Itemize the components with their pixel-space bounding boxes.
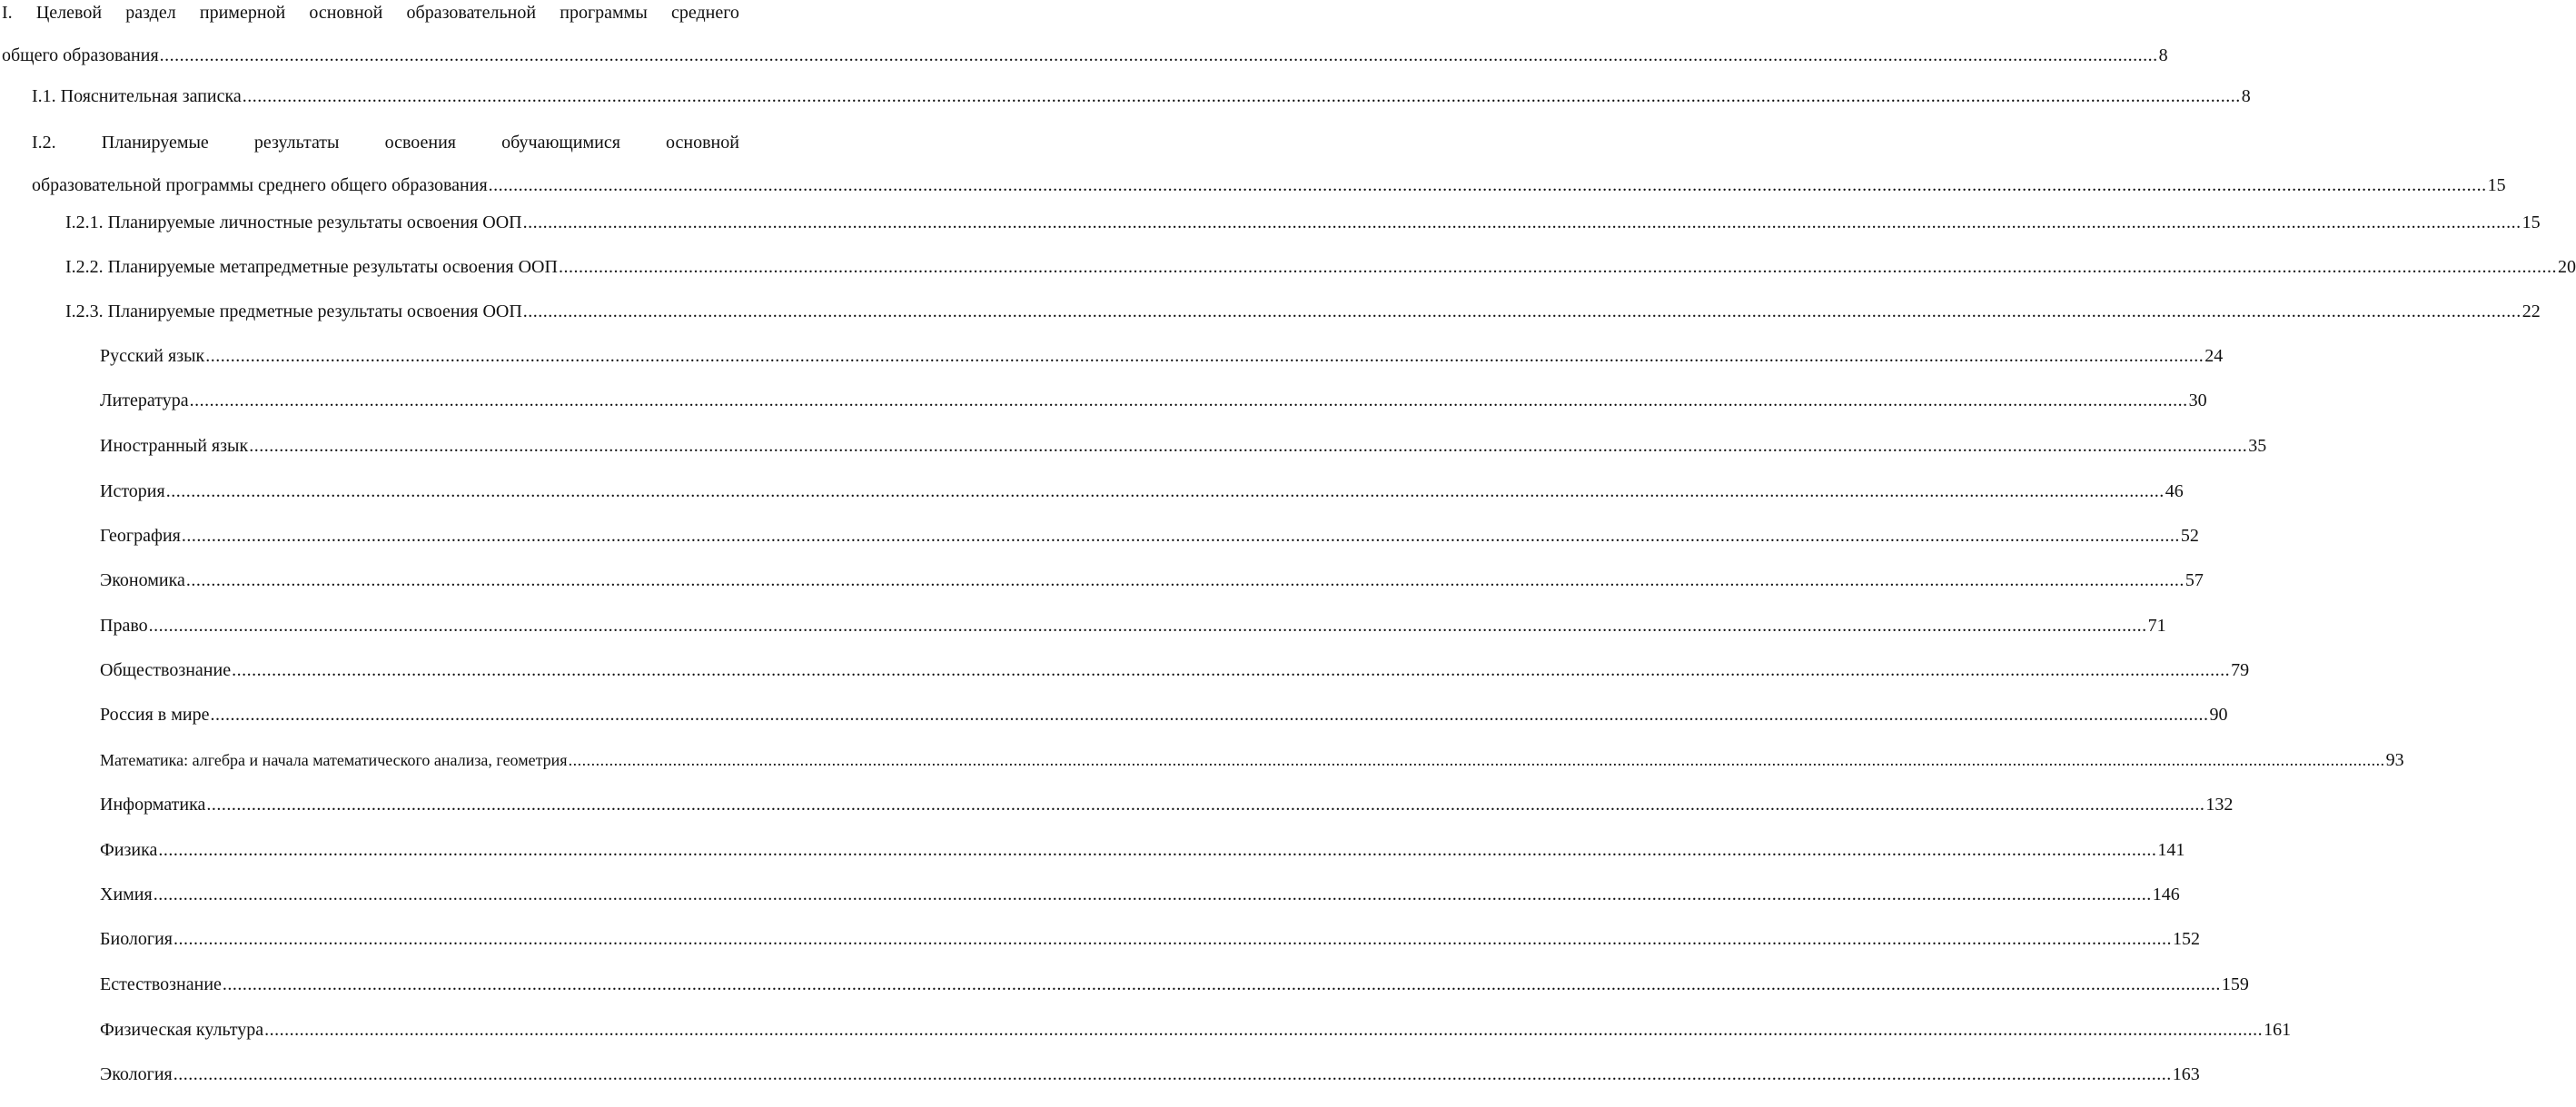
toc-entry-line-1 [32,132,739,153]
toc-entry-subject[interactable] [100,839,2185,861]
toc-page-number: 24 [2204,346,2224,366]
toc-word: основной [309,3,383,23]
toc-entry-section-1-2-3[interactable] [65,301,2541,322]
toc-page-number: 152 [2173,929,2201,949]
toc-entry-label: Россия в мире [100,705,210,725]
toc-entry-line-1 [2,2,739,24]
toc-entry-number: I. [2,3,13,23]
toc-word: среднего [670,3,739,23]
toc-word: Планируемые [101,133,209,153]
toc-entry-subject[interactable] [100,390,2207,411]
toc-entry-subject[interactable] [100,615,2166,637]
toc-leader-dots: ................................................................................................................................................................................................................................................................................................................................................................................................................ [568,751,2385,769]
toc-entry-line-2 [32,174,2506,196]
toc-entry-section-1[interactable] [2,2,2168,66]
toc-page-number: 159 [2221,974,2249,994]
toc-entry-subject[interactable] [100,749,2404,771]
toc-entry-line-2 [2,44,2168,66]
toc-word: основной [666,133,739,153]
toc-page-number: 30 [2188,390,2207,410]
toc-leader-dots: ................................................................................................................................................................................................................................................................................................................................................................................................................ [205,346,2204,366]
toc-page-number: 22 [2522,301,2541,321]
toc-page-number: 71 [2147,616,2166,636]
toc-page-number: 8 [2241,86,2251,106]
toc-entry-subject[interactable] [100,435,2267,457]
toc-page-number: 57 [2185,570,2204,590]
toc-leader-dots: ................................................................................................................................................................................................................................................................................................................................................................................................................ [264,1020,2264,1040]
toc-entry-subject[interactable] [100,928,2201,950]
toc-entry-label: Русский язык [100,346,205,366]
toc-entry-subject[interactable] [100,974,2249,995]
toc-leader-dots: ................................................................................................................................................................................................................................................................................................................................................................................................................ [210,705,2209,725]
toc-page-number: 163 [2172,1064,2200,1084]
toc-word: образовательной [406,3,537,23]
toc-leader-dots: ................................................................................................................................................................................................................................................................................................................................................................................................................ [222,974,2221,994]
toc-entry-label: Математика: алгебра и начала математического анализа, геометрия [100,751,568,769]
toc-entry-label: Экология [100,1064,173,1084]
toc-word: обучающимися [501,133,620,153]
toc-page-number: 20 [2557,257,2576,277]
toc-entry-subject[interactable] [100,480,2184,502]
toc-entry-label: Естествознание [100,974,222,994]
toc-entry-label: Литература [100,390,189,410]
toc-entry-subject[interactable] [100,525,2199,547]
toc-leader-dots: ................................................................................................................................................................................................................................................................................................................................................................................................................ [249,436,2248,456]
toc-leader-dots: ................................................................................................................................................................................................................................................................................................................................................................................................................ [206,795,2205,815]
toc-leader-dots: ................................................................................................................................................................................................................................................................................................................................................................................................................ [488,175,2487,195]
toc-entry-subject[interactable] [100,704,2228,726]
toc-entry-label: Физическая культура [100,1020,264,1040]
toc-page-number: 132 [2205,795,2234,815]
toc-word: Целевой [35,3,103,23]
toc-entry-label: Информатика [100,795,206,815]
toc-leader-dots: ................................................................................................................................................................................................................................................................................................................................................................................................................ [173,1064,2172,1084]
toc-page-number: 161 [2264,1020,2292,1040]
toc-entry-label: Физика [100,840,158,860]
toc-entry-subject[interactable] [100,1019,2292,1041]
toc-entry-section-1-2[interactable] [32,132,2506,196]
toc-leader-dots: ................................................................................................................................................................................................................................................................................................................................................................................................................ [153,885,2152,904]
toc-entry-label: Экономика [100,570,185,590]
toc-page-number: 15 [2487,175,2506,195]
toc-leader-dots: ................................................................................................................................................................................................................................................................................................................................................................................................................ [181,526,2180,546]
toc-page-number: 141 [2157,840,2185,860]
toc-leader-dots: ................................................................................................................................................................................................................................................................................................................................................................................................................ [522,301,2522,321]
toc-entry-label: География [100,526,181,546]
toc-leader-dots: ................................................................................................................................................................................................................................................................................................................................................................................................................ [232,660,2231,680]
toc-entry-number: I.2. [32,133,56,153]
toc-entry-label: Химия [100,885,153,904]
toc-word: раздел [125,3,176,23]
toc-entry-label: Обществознание [100,660,232,680]
toc-leader-dots: ................................................................................................................................................................................................................................................................................................................................................................................................................ [522,213,2522,232]
toc-entry-subject[interactable] [100,345,2224,367]
toc-entry-subject[interactable] [100,1063,2200,1085]
toc-word: программы [560,3,648,23]
toc-leader-dots: ................................................................................................................................................................................................................................................................................................................................................................................................................ [173,929,2173,949]
toc-word: примерной [199,3,286,23]
toc-entry-section-1-1[interactable] [32,85,2251,107]
toc-page-number: 46 [2165,481,2184,501]
toc-leader-dots: ................................................................................................................................................................................................................................................................................................................................................................................................................ [242,86,2241,106]
toc-entry-subject[interactable] [100,794,2234,815]
toc-page-number: 93 [2385,750,2404,770]
toc-page-number: 35 [2248,436,2267,456]
toc-leader-dots: ................................................................................................................................................................................................................................................................................................................................................................................................................ [158,840,2157,860]
toc-page-number: 146 [2152,885,2180,904]
toc-entry-label: Иностранный язык [100,436,249,456]
toc-entry-label: образовательной программы среднего общего образования [32,175,488,195]
toc-entry-label: I.2.2. Планируемые метапредметные результаты освоения ООП [65,257,558,277]
toc-leader-dots: ................................................................................................................................................................................................................................................................................................................................................................................................................ [185,570,2185,590]
toc-word: освоения [384,133,456,153]
toc-leader-dots: ................................................................................................................................................................................................................................................................................................................................................................................................................ [148,616,2147,636]
toc-entry-subject[interactable] [100,569,2204,591]
toc-page-number: 79 [2231,660,2250,680]
toc-word: результаты [253,133,340,153]
toc-entry-label: Право [100,616,148,636]
toc-entry-label: I.2.3. Планируемые предметные результаты освоения ООП [65,301,522,321]
toc-leader-dots: ................................................................................................................................................................................................................................................................................................................................................................................................................ [165,481,2165,501]
toc-entry-label: общего образования [2,45,159,65]
toc-entry-section-1-2-1[interactable] [65,212,2541,233]
toc-entry-label: I.1. Пояснительная записка [32,86,242,106]
toc-page-number: 15 [2522,213,2541,232]
toc-entry-label: I.2.1. Планируемые личностные результаты освоения ООП [65,213,522,232]
toc-entry-section-1-2-2[interactable] [65,256,2576,278]
toc-page-number: 90 [2209,705,2228,725]
toc-entry-label: Биология [100,929,173,949]
toc-entry-subject[interactable] [100,884,2180,905]
toc-leader-dots: ................................................................................................................................................................................................................................................................................................................................................................................................................ [558,257,2557,277]
toc-page-number: 52 [2180,526,2199,546]
toc-entry-label: История [100,481,165,501]
toc-leader-dots: ................................................................................................................................................................................................................................................................................................................................................................................................................ [159,45,2158,65]
toc-entry-subject[interactable] [100,659,2250,681]
toc-page-number: 8 [2158,45,2168,65]
toc-leader-dots: ................................................................................................................................................................................................................................................................................................................................................................................................................ [189,390,2188,410]
